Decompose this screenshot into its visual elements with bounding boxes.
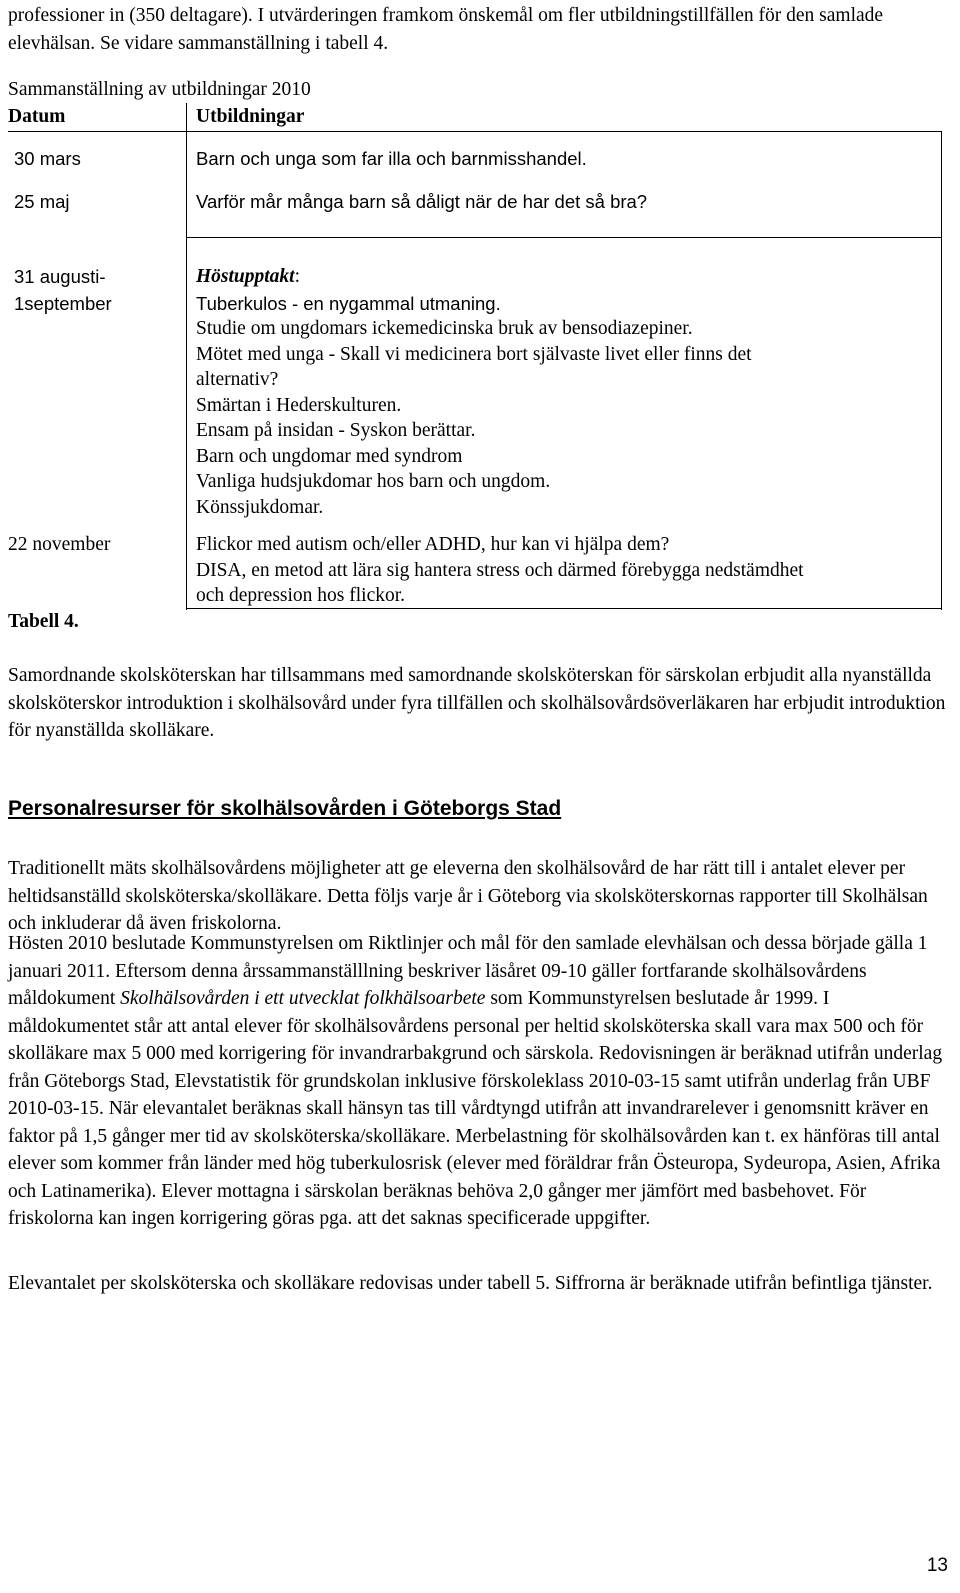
page-number: 13 xyxy=(926,1555,948,1576)
row-training: Barn och unga som far illa och barnmisshandel. xyxy=(196,148,587,169)
document-title-italic: Skolhälsovården i ett utvecklat folkhälsoarbete xyxy=(120,988,486,1009)
row-training: Smärtan i Hederskulturen. xyxy=(196,394,402,416)
table-column-divider xyxy=(186,103,187,610)
table-right-border xyxy=(941,237,942,610)
session-title: Höstupptakt xyxy=(196,266,295,287)
row-training: Studie om ungdomars ickemedicinska bruk av bensodiazepiner. xyxy=(196,318,693,339)
body-paragraph-2 xyxy=(8,930,948,1233)
body-paragraph-2-text-cont: som Kommunstyrelsen beslutade år 1999. I måldokumentet står att antal elever för skolhälsovårdens personal per heltid skolsköterska skall vara max 500 och för skolläkare max 5 000 med korrigering för invandrarbakgrund och särskola. Redovisningen är beräknad utifrån underlag från Göteborgs Stad, Elevstatistik för grundskolan inklusive förskoleklass 2010-03-15 samt utifrån underlag från UBF 2010-03-15. När elevantalet beräknas skall hänsyn tas till vårdtyngd utifrån att invandrarelever i genomsnitt kräver en faktor på 1,5 gånger mer tid av skolsköterska/skolläkare. Merbelastning för skolhälsovården kan t. ex hänföras till antal elever som kommer från länder med hög tuberkulosrisk (elever med föräldrar från Östeuropa, Sydeuropa, Asien, Afrika och Latinamerika). Elever mottagna i särskolan beräknas behöva 2,0 gånger mer jämfört med basbehovet. För friskolorna kan ingen korrigering göras pga. att det saknas specificerade uppgifter. xyxy=(8,988,943,1229)
row-training: Barn och ungdomar med syndrom xyxy=(196,445,463,467)
row-training: och depression hos flickor. xyxy=(196,585,406,606)
row-date: 31 augusti- xyxy=(14,266,106,287)
session-title-colon: : xyxy=(294,266,301,287)
row-date: 30 mars xyxy=(14,148,81,169)
body-paragraph-2-text: Hösten 2010 beslutade Kommunstyrelsen om Riktlinjer och mål för den samlade elevhälsan och dessa började gälla 1 januari 2011. Eftersom denna årssammanställlning beskriver läsåret 09-10 gäller fortfarande skolhälsovårdens måldokument xyxy=(8,933,928,1009)
table-header-rule xyxy=(8,131,942,132)
row-date: 25 maj xyxy=(14,191,70,212)
column-header-date: Datum xyxy=(8,106,66,127)
row-training: DISA, en metod att lära sig hantera stress och därmed förebygga nedstämdhet xyxy=(196,559,804,581)
row-training: alternativ? xyxy=(196,369,279,390)
row-date: 22 november xyxy=(8,534,111,555)
row-date: 1september xyxy=(14,293,112,314)
row-training: Ensam på insidan - Syskon berättar. xyxy=(196,420,476,441)
training-table xyxy=(8,103,942,610)
body-paragraph-1: Traditionellt mäts skolhälsovårdens möjligheter att ge eleverna den skolhälsovård de har rätt till i antalet elever per heltidsanställd skolsköterska/skolläkare. Detta följs varje år i Göteborg via skolsköterskornas rapporter till Skolhälsan och inkluderar då även friskolorna. xyxy=(8,858,928,934)
row-training: Flickor med autism och/eller ADHD, hur kan vi hjälpa dem? xyxy=(196,534,670,555)
row-training: Varför mår många barn så dåligt när de har det så bra? xyxy=(196,191,648,212)
table-row-rule xyxy=(186,237,942,238)
row-training: Mötet med unga - Skall vi medicinera bort självaste livet eller finns det xyxy=(196,343,752,365)
section-heading: Personalresurser för skolhälsovården i Göteborgs Stad xyxy=(8,797,562,820)
intro-paragraph: professioner in (350 deltagare). I utvärderingen framkom önskemål om fler utbildningstillfällen för den samlade elevhälsan. Se vidare sammanställning i tabell 4. xyxy=(8,5,884,54)
body-paragraph-3: Elevantalet per skolsköterska och skolläkare redovisas under tabell 5. Siffrorna är beräknade utifrån befintliga tjänster. xyxy=(8,1273,933,1294)
training-paragraph: Samordnande skolsköterskan har tillsammans med samordnande skolsköterskan för särskolan erbjudit alla nyanställda skolsköterskor introduktion i skolhälsovård under fyra tillfällen och skolhälsovårdsöverläkaren har erbjudit introduktion för nyanställda skolläkare. xyxy=(8,665,946,741)
table-label: Tabell 4. xyxy=(8,611,79,632)
row-training: Vanliga hudsjukdomar hos barn och ungdom. xyxy=(196,471,551,492)
column-header-training: Utbildningar xyxy=(196,106,305,127)
row-training-title xyxy=(196,264,300,290)
table-caption: Sammanställning av utbildningar 2010 xyxy=(8,79,311,100)
row-training: Könssjukdomar. xyxy=(196,496,324,518)
row-training: Tuberkulos - en nygammal utmaning. xyxy=(196,293,501,314)
